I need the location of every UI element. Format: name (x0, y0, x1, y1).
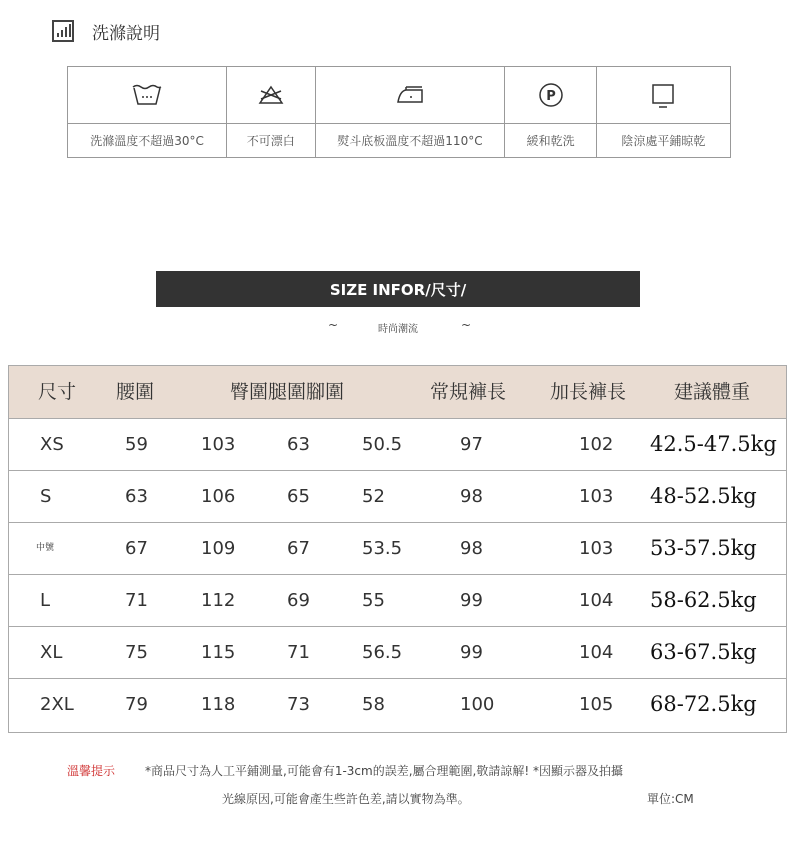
cell-hem: 55 (362, 590, 385, 611)
cell-regular-length: 99 (460, 590, 483, 611)
header-size: 尺寸 (38, 381, 77, 403)
no-bleach-icon (257, 83, 285, 107)
header-long-length: 加長褲長 (550, 381, 627, 403)
chart-icon (52, 20, 74, 42)
header-waist: 腰圍 (116, 381, 155, 403)
cell-weight: 42.5-47.5kg (650, 432, 777, 456)
cell-hip: 115 (201, 642, 236, 663)
cell-size: S (40, 486, 52, 507)
cell-hem: 50.5 (362, 434, 403, 455)
cell-size: 2XL (40, 694, 74, 715)
notice-text-line1: *商品尺寸為人工平鋪測量,可能會有1-3cm的誤差,屬合理範圍,敬請諒解! *因顯示器及拍攝 (145, 764, 623, 778)
cell-thigh: 65 (287, 486, 310, 507)
cell-hem: 58 (362, 694, 385, 715)
care-symbols-table (67, 66, 731, 158)
cell-hip: 118 (201, 694, 236, 715)
size-info-banner: SIZE INFOR/尺寸/ (156, 271, 640, 307)
cell-size: L (40, 590, 51, 611)
cell-hip: 106 (201, 486, 236, 507)
cell-long-length: 102 (579, 434, 614, 455)
cell-waist: 67 (125, 538, 148, 559)
cell-weight: 68-72.5kg (650, 692, 757, 716)
notice-text-line2: 光線原因,可能會產生些許色差,請以實物為準。 (222, 792, 470, 806)
flat-dry-shade-icon (649, 81, 677, 109)
subtitle-row (156, 318, 640, 336)
cell-long-length: 105 (579, 694, 614, 715)
wash-instructions-header (52, 18, 160, 44)
cell-waist: 59 (125, 434, 148, 455)
care-label-bleach: 不可漂白 (246, 134, 295, 148)
cell-thigh: 71 (287, 642, 310, 663)
subtitle-tilde-right: ~ (461, 318, 472, 332)
cell-hip: 103 (201, 434, 236, 455)
cell-hem: 56.5 (362, 642, 403, 663)
cell-size: 中號 (36, 543, 55, 553)
cell-waist: 75 (125, 642, 148, 663)
cell-long-length: 104 (579, 590, 614, 611)
size-table (8, 365, 787, 733)
care-label-dryclean: 緩和乾洗 (526, 134, 575, 148)
cell-hip: 112 (201, 590, 236, 611)
cell-regular-length: 99 (460, 642, 483, 663)
header-hip-thigh-hem: 臀圍腿圍腳圍 (230, 381, 345, 403)
cell-regular-length: 100 (460, 694, 495, 715)
dry-clean-p-icon (537, 81, 565, 109)
cell-thigh: 69 (287, 590, 310, 611)
table-row (9, 470, 786, 522)
cell-hem: 52 (362, 486, 385, 507)
subtitle-text: 時尚潮流 (378, 324, 418, 335)
cell-size: XL (40, 642, 63, 663)
table-header (9, 366, 786, 418)
care-label-wash: 洗滌溫度不超過30°C (90, 134, 204, 148)
notice-label: 溫馨提示 (67, 764, 116, 778)
care-cell-wash (68, 67, 227, 157)
cell-weight: 58-62.5kg (650, 588, 757, 612)
cell-thigh: 73 (287, 694, 310, 715)
care-label-iron: 熨斗底板溫度不超過110°C (337, 134, 483, 148)
cell-thigh: 63 (287, 434, 310, 455)
cell-waist: 71 (125, 590, 148, 611)
table-row (9, 574, 786, 626)
cell-weight: 48-52.5kg (650, 484, 757, 508)
header-recommended-weight: 建議體重 (674, 381, 751, 403)
cell-hem: 53.5 (362, 538, 403, 559)
care-label-flatdry: 陰涼處平鋪晾乾 (621, 134, 706, 148)
table-row (9, 418, 786, 470)
cell-weight: 63-67.5kg (650, 640, 757, 664)
cell-waist: 63 (125, 486, 148, 507)
care-cell-dryclean (505, 67, 596, 157)
cell-long-length: 104 (579, 642, 614, 663)
care-cell-iron (316, 67, 506, 157)
cell-regular-length: 98 (460, 538, 483, 559)
iron-icon (395, 84, 425, 106)
cell-hip: 109 (201, 538, 236, 559)
unit-label: 單位:CM (647, 792, 694, 806)
cell-regular-length: 98 (460, 486, 483, 507)
header-regular-length: 常規褲長 (430, 381, 507, 403)
cell-regular-length: 97 (460, 434, 483, 455)
subtitle-tilde-left: ~ (328, 318, 339, 332)
wash-basin-icon (130, 82, 164, 108)
table-row (9, 522, 786, 574)
care-cell-bleach (227, 67, 315, 157)
cell-long-length: 103 (579, 538, 614, 559)
care-cell-flatdry (597, 67, 730, 157)
table-row (9, 626, 786, 678)
table-row (9, 678, 786, 732)
cell-thigh: 67 (287, 538, 310, 559)
cell-waist: 79 (125, 694, 148, 715)
wash-instructions-title: 洗滌說明 (92, 23, 160, 44)
cell-weight: 53-57.5kg (650, 536, 757, 560)
cell-size: XS (40, 434, 64, 455)
cell-long-length: 103 (579, 486, 614, 507)
svg-text:P: P (545, 89, 556, 104)
